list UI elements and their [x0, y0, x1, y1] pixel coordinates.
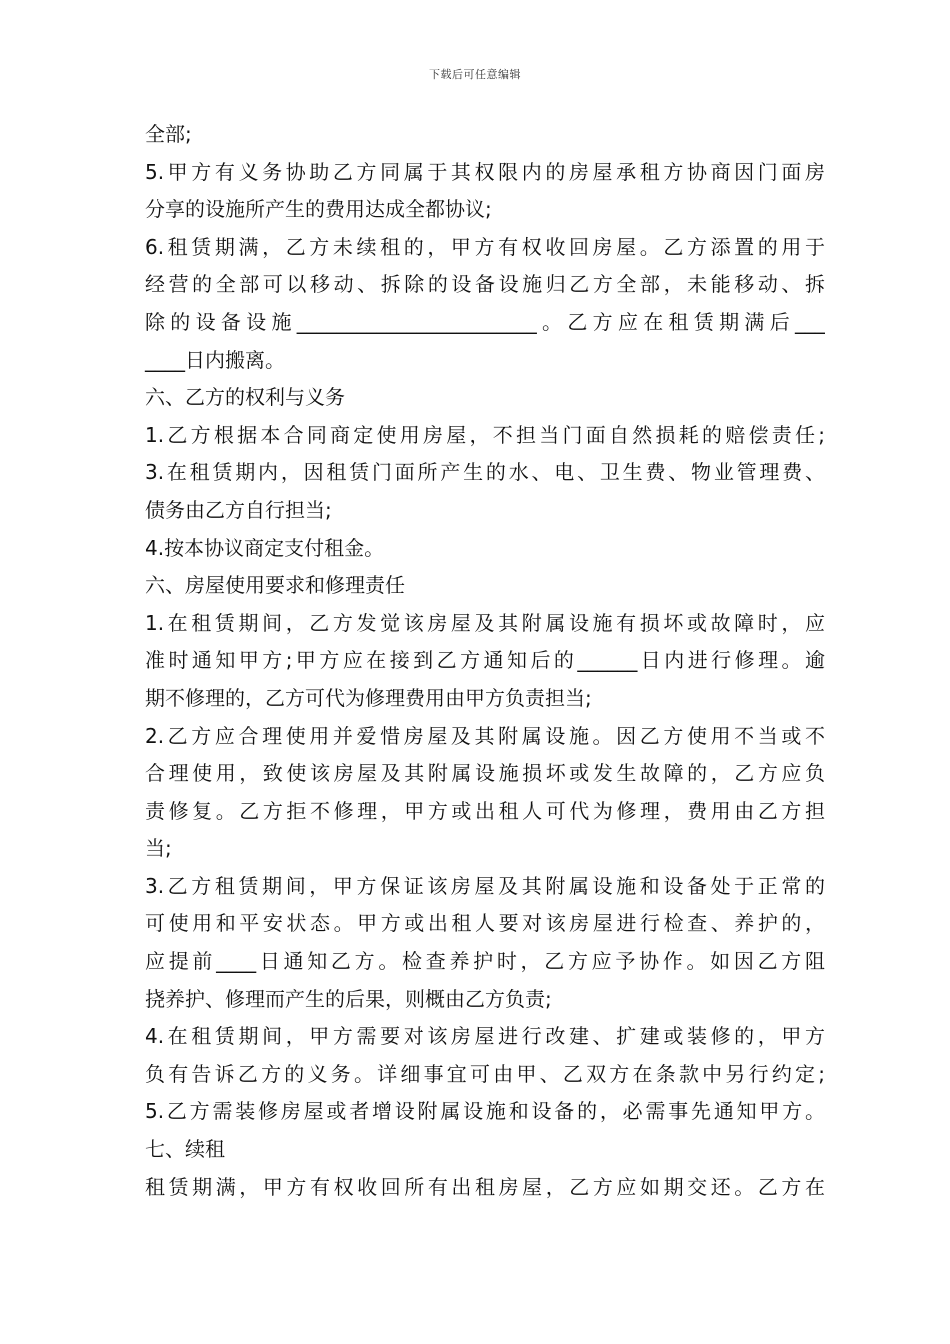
text-line: 准时通知甲方;甲方应在接到乙方通知后的______日内进行修理。逾: [145, 648, 825, 673]
text-line: 六、房屋使用要求和修理责任: [145, 573, 405, 598]
text-line: 责修复。乙方拒不修理，甲方或出租人可代为修理，费用由乙方担: [145, 798, 825, 823]
text-line: 4.按本协议商定支付租金。: [145, 535, 385, 560]
text-line: 3.乙方租赁期间，甲方保证该房屋及其附属设施和设备处于正常的: [145, 873, 825, 898]
text-line: 合理使用，致使该房屋及其附属设施损坏或发生故障的，乙方应负: [145, 761, 825, 786]
document-body: [145, 116, 825, 1206]
text-line: 全部;: [145, 122, 192, 146]
text-line: 租赁期满，甲方有权收回所有出租房屋，乙方应如期交还。乙方在: [145, 1174, 825, 1199]
text-line: 挠养护、修理而产生的后果，则概由乙方负责;: [145, 986, 552, 1011]
text-line: 应提前____日通知乙方。检查养护时，乙方应予协作。如因乙方阻: [145, 949, 825, 974]
text-line: 2.乙方应合理使用并爱惜房屋及其附属设施。因乙方使用不当或不: [145, 723, 825, 748]
text-line: 4.在租赁期间，甲方需要对该房屋进行改建、扩建或装修的，甲方: [145, 1024, 825, 1049]
text-line: 经营的全部可以移动、拆除的设备设施归乙方全部，未能移动、拆: [145, 272, 825, 297]
text-line: 3.在租赁期内，因租赁门面所产生的水、电、卫生费、物业管理费、: [145, 460, 825, 485]
text-line: 六、乙方的权利与义务: [145, 385, 345, 410]
text-line: 除的设备设施________________________。乙方应在租赁期满后___: [145, 309, 825, 334]
text-line: 5.乙方需装修房屋或者增设附属设施和设备的，必需事先通知甲方。: [145, 1099, 825, 1124]
text-line: ____日内搬离。: [145, 347, 285, 372]
page-header: 下载后可任意编辑: [429, 68, 521, 81]
text-line: 负有告诉乙方的义务。详细事宜可由甲、乙双方在条款中另行约定;: [145, 1061, 825, 1086]
text-line: 七、续租: [145, 1137, 225, 1162]
text-line: 1.在租赁期间，乙方发觉该房屋及其附属设施有损坏或故障时，应: [145, 610, 825, 635]
text-line: 6.租赁期满，乙方未续租的，甲方有权收回房屋。乙方添置的用于: [145, 234, 825, 259]
text-line: 可使用和平安状态。甲方或出租人要对该房屋进行检查、养护的，: [145, 911, 825, 936]
text-line: 当;: [145, 836, 172, 861]
text-line: 分享的设施所产生的费用达成全都协议;: [145, 197, 492, 222]
text-line: 债务由乙方自行担当;: [145, 497, 332, 522]
text-line: 1.乙方根据本合同商定使用房屋，不担当门面自然损耗的赔偿责任;: [145, 422, 825, 447]
text-line: 5.甲方有义务协助乙方同属于其权限内的房屋承租方协商因门面房: [145, 159, 825, 184]
text-line: 期不修理的，乙方可代为修理费用由甲方负责担当;: [145, 685, 592, 710]
